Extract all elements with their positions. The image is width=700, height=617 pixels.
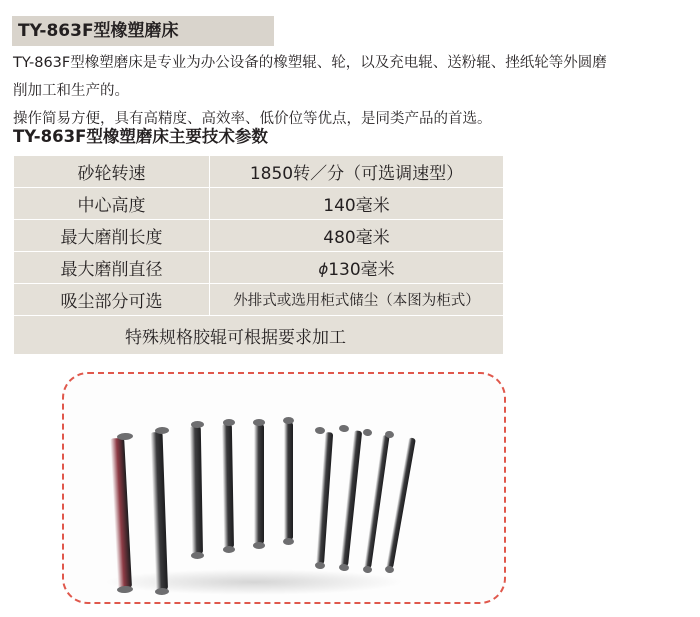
table-row (14, 188, 504, 220)
table-row (14, 284, 504, 316)
roller-maroon-large-end-cap-top (117, 433, 133, 441)
roller-dark-1-end-cap-top (155, 427, 169, 434)
photo-shadow (104, 569, 404, 595)
roller-dark-2 (190, 426, 203, 554)
spec-note-cell (14, 316, 504, 355)
roller-dark-4-end-cap-bottom (253, 542, 265, 549)
roller-dark-4 (254, 424, 264, 544)
intro-line-3: 操作简易方便，具有高精度、高效率、低价位等优点，是同类产品的首选。 (13, 111, 492, 127)
roller-dark-1-end-cap-bottom (155, 588, 169, 595)
product-photo (62, 372, 506, 604)
table-row (14, 156, 504, 188)
table-row (14, 252, 504, 284)
roller-dark-5-end-cap-bottom (283, 538, 294, 545)
section-heading: TY-863F型橡塑磨床主要技术参数 (13, 127, 268, 146)
spec-value-diameter (210, 252, 504, 284)
intro-line-2: 削加工和生产的。 (13, 83, 129, 99)
spec-label: 最大磨削直径 (14, 252, 210, 284)
diameter-symbol: ϕ (318, 260, 329, 278)
roller-maroon-large-end-cap-bottom (117, 586, 133, 594)
spec-table (13, 155, 504, 355)
spec-value: 140毫米 (210, 188, 504, 220)
spec-value-text: 130毫米 (328, 260, 395, 280)
spec-value: 1850转／分（可选调速型） (210, 156, 504, 188)
roller-thin-2-end-cap-bottom (339, 563, 350, 571)
roller-dark-3-end-cap-top (223, 419, 235, 426)
roller-thin-4 (386, 437, 416, 568)
roller-thin-1-end-cap-bottom (315, 562, 325, 570)
spec-value: 外排式或选用柜式储尘（本图为柜式） (210, 284, 504, 316)
roller-thin-3-end-cap-top (363, 428, 373, 436)
spec-label: 吸尘部分可选 (14, 284, 210, 316)
table-row (14, 220, 504, 252)
roller-thin-1-end-cap-top (315, 427, 325, 435)
spec-label: 最大磨削长度 (14, 220, 210, 252)
roller-thin-2-end-cap-top (339, 424, 350, 432)
roller-dark-3 (222, 424, 234, 548)
roller-maroon-large (110, 438, 132, 589)
spec-value: 480毫米 (210, 220, 504, 252)
roller-dark-4-end-cap-top (253, 419, 265, 426)
table-note-row (14, 316, 504, 355)
roller-dark-5 (284, 422, 293, 540)
roller-thin-1 (316, 432, 333, 564)
intro-line-1: TY-863F型橡塑磨床是专业为办公设备的橡塑辊、轮，以及充电辊、送粉辊、挫纸轮等外圆磨 (13, 55, 607, 71)
roller-dark-3-end-cap-bottom (223, 546, 235, 553)
spec-note: 特殊规格胶辊可根据要求加工 (125, 327, 346, 348)
roller-thin-3 (364, 435, 390, 569)
page-title-bar (12, 16, 274, 46)
roller-dark-5-end-cap-top (283, 417, 294, 424)
roller-dark-2-end-cap-bottom (191, 552, 204, 559)
page-title: TY-863F型橡塑磨床 (18, 21, 179, 41)
roller-thin-4-end-cap-bottom (384, 565, 394, 573)
spec-label: 砂轮转速 (14, 156, 210, 188)
roller-thin-2 (340, 430, 362, 566)
roller-dark-2-end-cap-top (191, 421, 204, 428)
spec-label: 中心高度 (14, 188, 210, 220)
roller-dark-1 (150, 432, 168, 590)
